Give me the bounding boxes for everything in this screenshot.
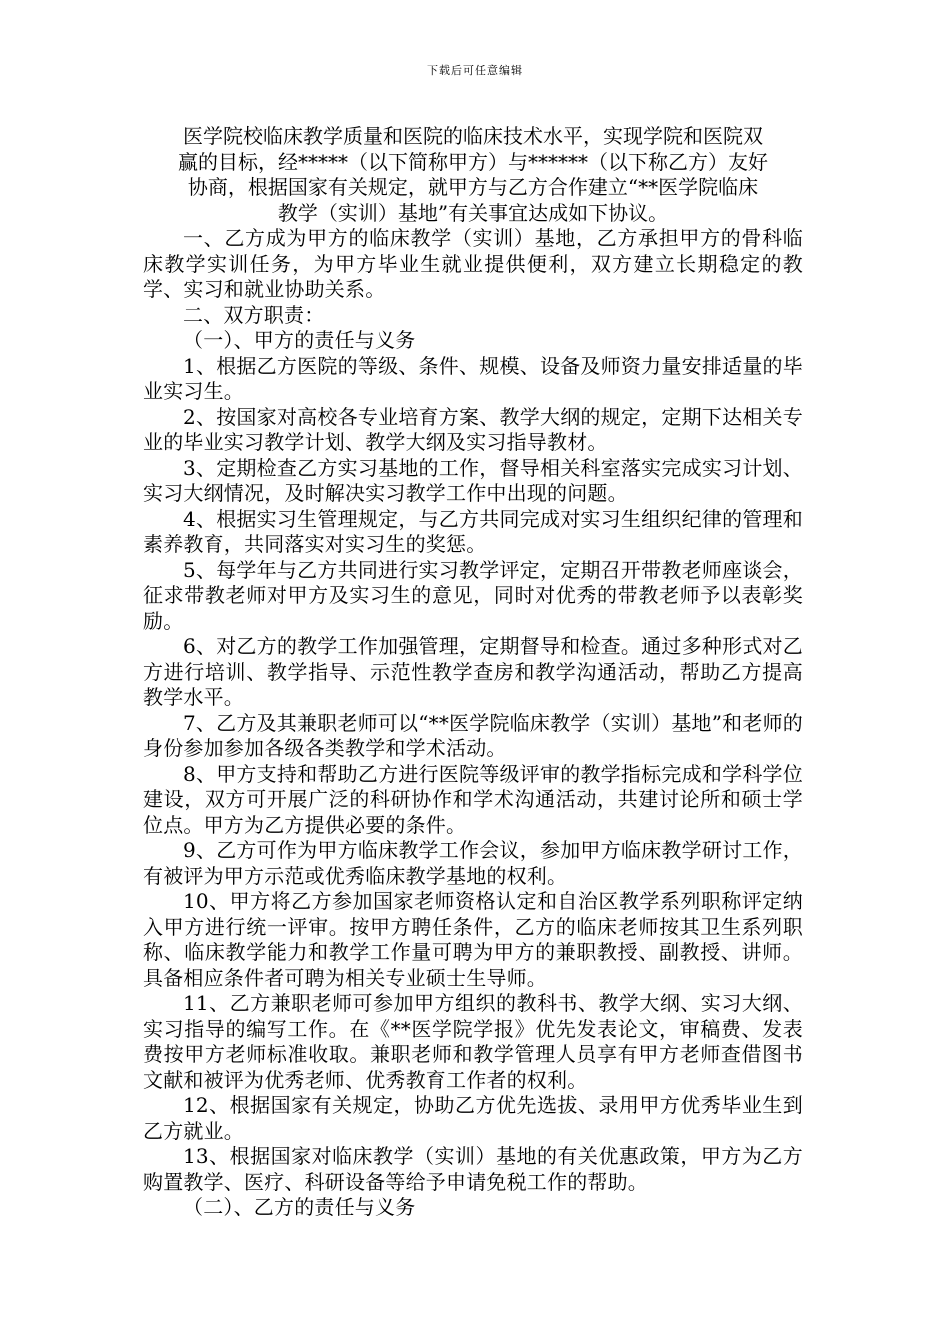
intro-line: 教学（实训）基地”有关事宜达成如下协议。 xyxy=(277,200,669,225)
article-one-paragraph: 一、乙方成为甲方的临床教学（实训）基地，乙方承担甲方的骨科临床教学实训任务，为甲方毕业生就业提供便利，双方建立长期稳定的教学、实习和就业协助关系。 xyxy=(143,226,803,301)
intro-line: 协商，根据国家有关规定，就甲方与乙方合作建立“**医学院临床 xyxy=(187,175,759,199)
clause-paragraph: 1、根据乙方医院的等级、条件、规模、设备及师资力量安排适量的毕业实习生。 xyxy=(143,353,803,403)
section-heading: 二、双方职责： xyxy=(183,302,325,327)
clause-paragraph: 13、根据国家对临床教学（实训）基地的有关优惠政策，甲方为乙方购置教学、医疗、科研设备等给予申请免税工作的帮助。 xyxy=(143,1144,803,1194)
clause-paragraph: 6、对乙方的教学工作加强管理，定期督导和检查。通过多种形式对乙方进行培训、教学指导、示范性教学查房和教学沟通活动，帮助乙方提高教学水平。 xyxy=(143,634,803,709)
page-header: 下载后可任意编辑 xyxy=(427,64,523,77)
document-body xyxy=(143,124,803,1221)
clause-paragraph: 10、甲方将乙方参加国家老师资格认定和自治区教学系列职称评定纳入甲方进行统一评审。按甲方聘任条件，乙方的临床老师按其卫生系列职称、临床教学能力和教学工作量可聘为甲方的兼职教授、副教授、讲师。具备相应条件者可聘为相关专业硕士生导师。 xyxy=(143,889,803,990)
subsection-heading: （一）、甲方的责任与义务 xyxy=(183,328,416,352)
clause-paragraph: 8、甲方支持和帮助乙方进行医院等级评审的教学指标完成和学科学位建设，双方可开展广泛的科研协作和学术沟通活动，共建讨论所和硕士学位点。甲方为乙方提供必要的条件。 xyxy=(143,761,803,837)
clause-paragraph: 2、按国家对高校各专业培育方案、教学大纲的规定，定期下达相关专业的毕业实习教学计划、教学大纲及实习指导教材。 xyxy=(143,404,803,454)
clause-paragraph: 12、根据国家有关规定，协助乙方优先选拔、录用甲方优秀毕业生到乙方就业。 xyxy=(143,1093,803,1143)
intro-line: 医学院校临床教学质量和医院的临床技术水平，实现学院和医院双 xyxy=(183,124,763,148)
intro-line: 赢的目标，经*****（以下简称甲方）与******（以下称乙方）友好 xyxy=(178,149,768,174)
clause-paragraph: 3、定期检查乙方实习基地的工作，督导相关科室落实完成实习计划、实习大纲情况，及时解决实习教学工作中出现的问题。 xyxy=(143,455,803,505)
clause-paragraph: 11、乙方兼职老师可参加甲方组织的教科书、教学大纲、实习大纲、实习指导的编写工作。在《**医学院学报》优先发表论文，审稿费、发表费按甲方老师标准收取。兼职老师和教学管理人员享有甲方老师查借图书文献和被评为优秀老师、优秀教育工作者的权利。 xyxy=(143,991,803,1092)
intro-paragraph xyxy=(143,124,803,226)
clause-paragraph: 9、乙方可作为甲方临床教学工作会议，参加甲方临床教学研讨工作，有被评为甲方示范或优秀临床教学基地的权利。 xyxy=(143,838,803,888)
clause-paragraph: 4、根据实习生管理规定，与乙方共同完成对实习生组织纪律的管理和素养教育，共同落实对实习生的奖惩。 xyxy=(143,506,803,556)
subsection-heading: （二）、乙方的责任与义务 xyxy=(183,1195,416,1219)
clause-paragraph: 7、乙方及其兼职老师可以“**医学院临床教学（实训）基地”和老师的身份参加参加各级各类教学和学术活动。 xyxy=(143,710,803,760)
clause-paragraph: 5、每学年与乙方共同进行实习教学评定，定期召开带教老师座谈会，征求带教老师对甲方及实习生的意见，同时对优秀的带教老师予以表彰奖励。 xyxy=(143,557,803,633)
